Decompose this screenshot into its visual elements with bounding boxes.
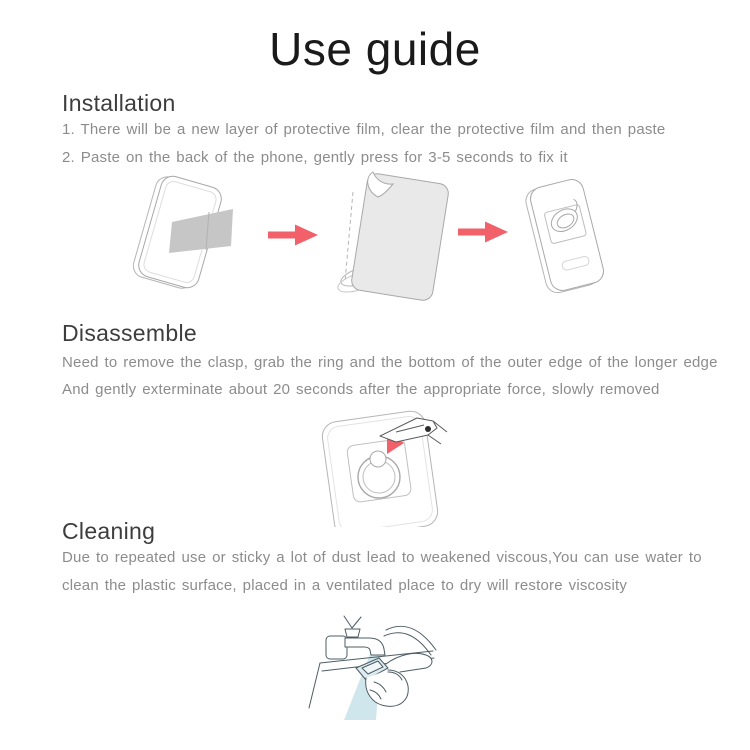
section-heading-disassemble: Disassemble [62,320,197,346]
section-heading-installation: Installation [62,90,176,116]
faucet-icon [326,616,385,659]
arrow-right-icon [268,225,318,246]
phone-with-ring-icon [523,177,606,295]
cleaning-line-2: clean the plastic surface, placed in a ventilated place to dry will restore viscosity [62,577,628,594]
disassemble-line-1: Need to remove the clasp, grab the ring and the bottom of the outer edge of the longer edge [62,354,718,371]
cleaning-illustration [300,608,450,750]
installation-step-2: 2. Paste on the back of the phone, gently press for 3-5 seconds to fix it [62,149,568,166]
disassemble-illustration [300,402,455,527]
ring-plate-icon [346,438,411,503]
disassemble-line-2: And gently exterminate about 20 seconds after the appropriate force, slowly removed [62,381,660,398]
arrow-right-icon [458,222,508,243]
installation-step-1: 1. There will be a new layer of protective film, clear the protective film and then paste [62,121,666,138]
section-heading-cleaning: Cleaning [62,518,156,544]
installation-illustration [95,170,655,305]
phone-with-film-icon [131,172,233,292]
cleaning-line-1: Due to repeated use or sticky a lot of dust lead to weakened viscous,You can use water to [62,549,702,566]
peel-protective-film-icon [336,172,450,302]
page-title: Use guide [269,23,481,75]
